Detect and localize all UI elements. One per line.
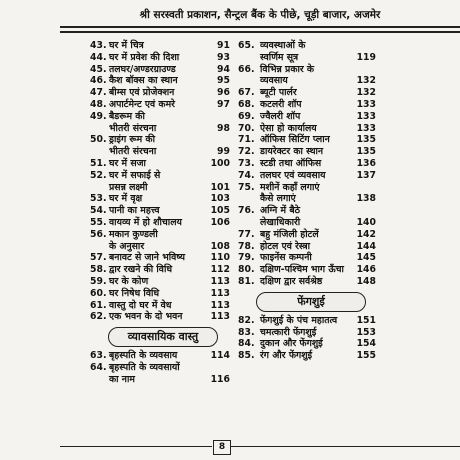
entry-number: 68.	[238, 98, 255, 110]
entry-title: तलघर एवं व्यवसाय	[260, 169, 326, 181]
toc-entry-line	[90, 111, 230, 123]
toc-entry-line	[90, 311, 230, 323]
entry-number: 64.	[90, 361, 107, 373]
toc-entry-line	[90, 288, 230, 300]
toc-entry	[238, 182, 376, 206]
entry-number: 51.	[90, 157, 107, 169]
section-heading: फेंगशुई	[256, 292, 366, 312]
entry-number: 48.	[90, 98, 107, 110]
toc-entry-line	[90, 229, 230, 241]
entry-page-number: 137	[356, 169, 376, 181]
toc-entry-line	[238, 205, 376, 217]
entry-page-number: 100	[210, 157, 230, 169]
entry-title: घर के कोण	[109, 275, 149, 287]
toc-entry-line	[238, 52, 376, 64]
entry-page-number: 116	[210, 373, 230, 385]
entry-number: 83.	[238, 326, 255, 338]
entry-number: 77.	[238, 228, 255, 240]
toc-entry-line	[90, 52, 230, 64]
entry-page-number: 98	[217, 122, 230, 134]
toc-entry-line	[238, 40, 376, 52]
entry-page-number: 113	[210, 311, 230, 323]
header-rule-bottom	[60, 31, 460, 33]
entry-title: प्रसन्न लक्ष्मी	[109, 181, 148, 193]
entry-page-number: 114	[210, 350, 230, 362]
toc-entry-line	[90, 205, 230, 217]
entry-title: बनावट से जाने भविष्य	[109, 252, 185, 264]
toc-entry-line	[90, 75, 230, 87]
entry-title: घर निषेध विधि	[109, 287, 160, 299]
entry-number: 74.	[238, 169, 255, 181]
toc-entry-line	[238, 99, 376, 111]
entry-title: दक्षिण-पश्चिम भाग ऊँचा	[260, 264, 344, 276]
entry-page-number: 136	[356, 157, 376, 169]
entry-title: अग्नि में बैठे	[260, 205, 301, 217]
toc-entry	[90, 276, 230, 288]
toc-entry-line	[90, 241, 230, 253]
entry-page-number: 154	[356, 338, 376, 350]
entry-page-number: 99	[217, 146, 230, 158]
entry-page-number: 133	[356, 110, 376, 122]
entry-title: कटलरी शॉप	[260, 98, 302, 110]
toc-entry	[90, 300, 230, 312]
toc-entry-line	[238, 158, 376, 170]
toc-entry	[90, 158, 230, 170]
toc-entry	[238, 158, 376, 170]
toc-entry	[238, 146, 376, 158]
toc-entry	[90, 75, 230, 87]
entry-number: 73.	[238, 157, 255, 169]
toc-entry	[238, 241, 376, 253]
toc-entry-line	[238, 350, 376, 362]
entry-title: घर में प्रवेश की दिशा	[109, 51, 180, 63]
toc-entry	[90, 205, 230, 217]
entry-title: कैसे लगाएं	[260, 193, 296, 205]
entry-title: अपार्टमेन्ट एवं कमरे	[109, 98, 175, 110]
toc-entry-line	[90, 123, 230, 135]
toc-entry-line	[90, 374, 230, 386]
entry-page-number: 97	[217, 98, 230, 110]
entry-page-number: 108	[210, 240, 230, 252]
entry-title: रंग और फेंगशुई	[260, 350, 313, 362]
footer-rule-right	[231, 446, 460, 447]
toc-entry-line	[90, 158, 230, 170]
entry-page-number: 101	[210, 181, 230, 193]
entry-title: बीम्स एवं प्रोजेक्शन	[109, 87, 175, 99]
entry-page-number: 106	[210, 216, 230, 228]
toc-entry-line	[90, 252, 230, 264]
entry-number: 81.	[238, 275, 255, 287]
entry-title: मकान कुण्डली	[109, 228, 158, 240]
toc-entry	[90, 217, 230, 229]
toc-entry	[90, 111, 230, 135]
entry-number: 84.	[238, 338, 255, 350]
entry-title: डायरेक्टर का स्थान	[260, 146, 324, 158]
entry-title: ब्यूटी पार्लर	[260, 87, 297, 99]
toc-entry-line	[238, 241, 376, 253]
toc-entry-line	[238, 264, 376, 276]
toc-entry-line	[238, 315, 376, 327]
entry-number: 78.	[238, 240, 255, 252]
entry-title: भीतरी संरचना	[109, 146, 157, 158]
entry-page-number: 142	[356, 228, 376, 240]
toc-entry	[238, 123, 376, 135]
entry-title: व्यवस्थाओं के	[260, 40, 306, 51]
entry-title: वायव्य में हो शौचालय	[109, 216, 182, 228]
entry-title: फेंगशुई के पंच महातत्व	[260, 314, 338, 326]
entry-title: फाइनेंस कम्पनी	[260, 252, 312, 264]
toc-entry	[90, 52, 230, 64]
toc-entry	[238, 205, 376, 229]
entry-title: लेखाधिकारी	[260, 216, 301, 228]
entry-title: के अनुसार	[109, 240, 145, 252]
toc-entry-line	[238, 170, 376, 182]
entry-title: होटल एवं रेस्त्रा	[260, 240, 311, 252]
toc-entry	[90, 87, 230, 99]
entry-page-number: 93	[217, 51, 230, 63]
entry-page-number: 153	[356, 326, 376, 338]
toc-entry-line	[238, 87, 376, 99]
entry-number: 58.	[90, 264, 107, 276]
entry-page-number: 112	[210, 264, 230, 276]
toc-entry	[238, 327, 376, 339]
header-rule-top	[60, 26, 460, 28]
toc-entry	[90, 229, 230, 253]
entry-number: 54.	[90, 205, 107, 217]
entry-title: स्वर्णिम सूत्र	[260, 51, 299, 63]
toc-entry	[238, 252, 376, 264]
entry-number: 45.	[90, 63, 107, 75]
entry-title: ऑफिस सिटिंग प्लान	[260, 134, 330, 146]
toc-entry-line	[90, 170, 230, 182]
entry-number: 79.	[238, 252, 255, 264]
entry-page-number: 146	[356, 264, 376, 276]
entry-title: बैडरूम की	[109, 110, 145, 122]
entry-title: चमत्कारी फेंगशुई	[260, 326, 317, 338]
toc-entry	[90, 134, 230, 158]
entry-title: व्यवसाय	[260, 75, 288, 87]
toc-entry-line	[238, 64, 376, 76]
entry-title: दक्षिण द्वार सर्वश्रेष्ठ	[260, 275, 323, 287]
toc-entry-line	[90, 87, 230, 99]
toc-entry-line	[238, 338, 376, 350]
toc-left-column	[90, 40, 230, 386]
entry-title: मशीनें कहाँ लगाएं	[260, 181, 320, 193]
toc-entry	[90, 362, 230, 386]
entry-number: 72.	[238, 146, 255, 158]
toc-entry-line	[90, 99, 230, 111]
entry-page-number: 113	[210, 287, 230, 299]
entry-number: 65.	[238, 40, 255, 51]
toc-entry-line	[238, 193, 376, 205]
toc-entry	[238, 315, 376, 327]
entry-page-number: 94	[217, 63, 230, 75]
entry-title: बहु मंजिली होटलें	[260, 228, 319, 240]
entry-title: घर में वृक्ष	[109, 193, 143, 205]
toc-entry-line	[238, 327, 376, 339]
entry-title: का नाम	[109, 373, 135, 385]
toc-entry-line	[90, 264, 230, 276]
entry-number: 44.	[90, 51, 107, 63]
entry-number: 82.	[238, 314, 255, 326]
entry-title: स्टडी तथा ऑफिस	[260, 157, 322, 169]
entry-number: 55.	[90, 216, 107, 228]
entry-title: घर में सजा	[109, 157, 146, 169]
toc-entry	[238, 170, 376, 182]
entry-number: 50.	[90, 134, 107, 146]
toc-entry	[238, 229, 376, 241]
entry-number: 75.	[238, 181, 255, 193]
toc-entry	[90, 99, 230, 111]
entry-page-number: 103	[210, 193, 230, 205]
toc-entry-line	[90, 217, 230, 229]
toc-entry-line	[238, 229, 376, 241]
entry-number: 69.	[238, 110, 255, 122]
entry-title: एक भवन के दो भवन	[109, 311, 183, 323]
entry-number: 66.	[238, 63, 255, 75]
toc-entry	[238, 87, 376, 99]
toc-entry-line	[238, 75, 376, 87]
toc-entry	[238, 264, 376, 276]
toc-entry-line	[238, 252, 376, 264]
entry-page-number: 133	[356, 98, 376, 110]
entry-number: 46.	[90, 75, 107, 87]
toc-entry	[238, 276, 376, 288]
toc-entry-line	[90, 134, 230, 146]
entry-title: द्वार रखने की विधि	[109, 264, 173, 276]
entry-page-number: 113	[210, 299, 230, 311]
toc-entry-line	[90, 300, 230, 312]
entry-page-number: 91	[217, 40, 230, 51]
toc-entry	[238, 64, 376, 88]
entry-number: 52.	[90, 169, 107, 181]
toc-entry-line	[238, 217, 376, 229]
entry-number: 60.	[90, 287, 107, 299]
entry-page-number: 135	[356, 134, 376, 146]
entry-page-number: 140	[356, 216, 376, 228]
entry-number: 71.	[238, 134, 255, 146]
toc-entry	[238, 350, 376, 362]
toc-entry-line	[90, 362, 230, 374]
toc-entry-line	[238, 134, 376, 146]
toc-entry-line	[90, 276, 230, 288]
entry-page-number: 133	[356, 122, 376, 134]
toc-entry	[238, 40, 376, 64]
toc-entry	[90, 350, 230, 362]
toc-entry-line	[238, 146, 376, 158]
footer-rule-left	[60, 446, 212, 447]
entry-number: 62.	[90, 311, 107, 323]
entry-number: 80.	[238, 264, 255, 276]
entry-page-number: 155	[356, 350, 376, 362]
entry-number: 49.	[90, 110, 107, 122]
entry-title: तलघर/अण्डरग्राउण्ड	[109, 63, 176, 75]
entry-number: 53.	[90, 193, 107, 205]
entry-page-number: 119	[356, 51, 376, 63]
toc-entry	[238, 99, 376, 111]
entry-page-number: 135	[356, 146, 376, 158]
entry-page-number: 138	[356, 193, 376, 205]
entry-title: बृहस्पति के व्यवसाय	[109, 350, 178, 362]
entry-page-number: 110	[210, 252, 230, 264]
entry-number: 67.	[238, 87, 255, 99]
entry-page-number: 145	[356, 252, 376, 264]
entry-title: ड्राइंग रूम की	[109, 134, 155, 146]
entry-number: 70.	[238, 122, 255, 134]
entry-number: 61.	[90, 299, 107, 311]
entry-title: पानी का महत्त्व	[109, 205, 160, 217]
entry-number: 43.	[90, 40, 107, 51]
entry-page-number: 132	[356, 75, 376, 87]
toc-right-column	[238, 40, 376, 362]
toc-entry-line	[90, 193, 230, 205]
entry-number: 76.	[238, 205, 255, 217]
toc-entry	[238, 338, 376, 350]
entry-title: ज्वैलरी शॉप	[260, 110, 301, 122]
entry-number: 85.	[238, 350, 255, 362]
entry-title: वास्तु दो घर में वेध	[109, 299, 172, 311]
entry-title: भीतरी संरचना	[109, 122, 157, 134]
toc-entry-line	[238, 276, 376, 288]
page-number: 8	[213, 440, 231, 455]
entry-page-number: 132	[356, 87, 376, 99]
page-header: श्री सरस्वती प्रकाशन, सैन्ट्रल बैंक के पीछे, चूड़ी बाजार, अजमेर	[139, 9, 381, 21]
entry-page-number: 105	[210, 205, 230, 217]
toc-entry	[90, 193, 230, 205]
toc-entry	[90, 64, 230, 76]
entry-title: कैश बॉक्स का स्थान	[109, 75, 178, 87]
toc-entry	[90, 40, 230, 52]
toc-entry-line	[90, 40, 230, 52]
toc-entry-line	[238, 111, 376, 123]
toc-entry-line	[90, 146, 230, 158]
entry-number: 57.	[90, 252, 107, 264]
toc-entry	[238, 111, 376, 123]
entry-title: घर में चित्र	[109, 40, 144, 51]
entry-number: 63.	[90, 350, 107, 362]
entry-page-number: 95	[217, 75, 230, 87]
toc-entry-line	[90, 350, 230, 362]
entry-title: बृहस्पति के व्यवसायों	[109, 361, 180, 373]
entry-title: ऐसा हो कार्यालय	[260, 122, 317, 134]
entry-title: घर में सफाई से	[109, 169, 161, 181]
toc-entry-line	[238, 123, 376, 135]
entry-title: विभिन्न प्रकार के	[260, 63, 315, 75]
toc-entry	[90, 311, 230, 323]
toc-entry	[90, 264, 230, 276]
toc-entry	[90, 288, 230, 300]
entry-page-number: 113	[210, 275, 230, 287]
entry-page-number: 151	[356, 314, 376, 326]
entry-number: 56.	[90, 228, 107, 240]
toc-entry-line	[90, 182, 230, 194]
entry-number: 59.	[90, 275, 107, 287]
toc-entry-line	[90, 64, 230, 76]
entry-page-number: 96	[217, 87, 230, 99]
entry-page-number: 148	[356, 275, 376, 287]
toc-entry	[90, 170, 230, 194]
entry-number: 47.	[90, 87, 107, 99]
toc-entry	[90, 252, 230, 264]
entry-title: दुकान और फेंगशुई	[260, 338, 323, 350]
entry-page-number: 144	[356, 240, 376, 252]
toc-entry-line	[238, 182, 376, 194]
toc-entry	[238, 134, 376, 146]
section-heading: व्यावसायिक वास्तु	[108, 327, 218, 347]
